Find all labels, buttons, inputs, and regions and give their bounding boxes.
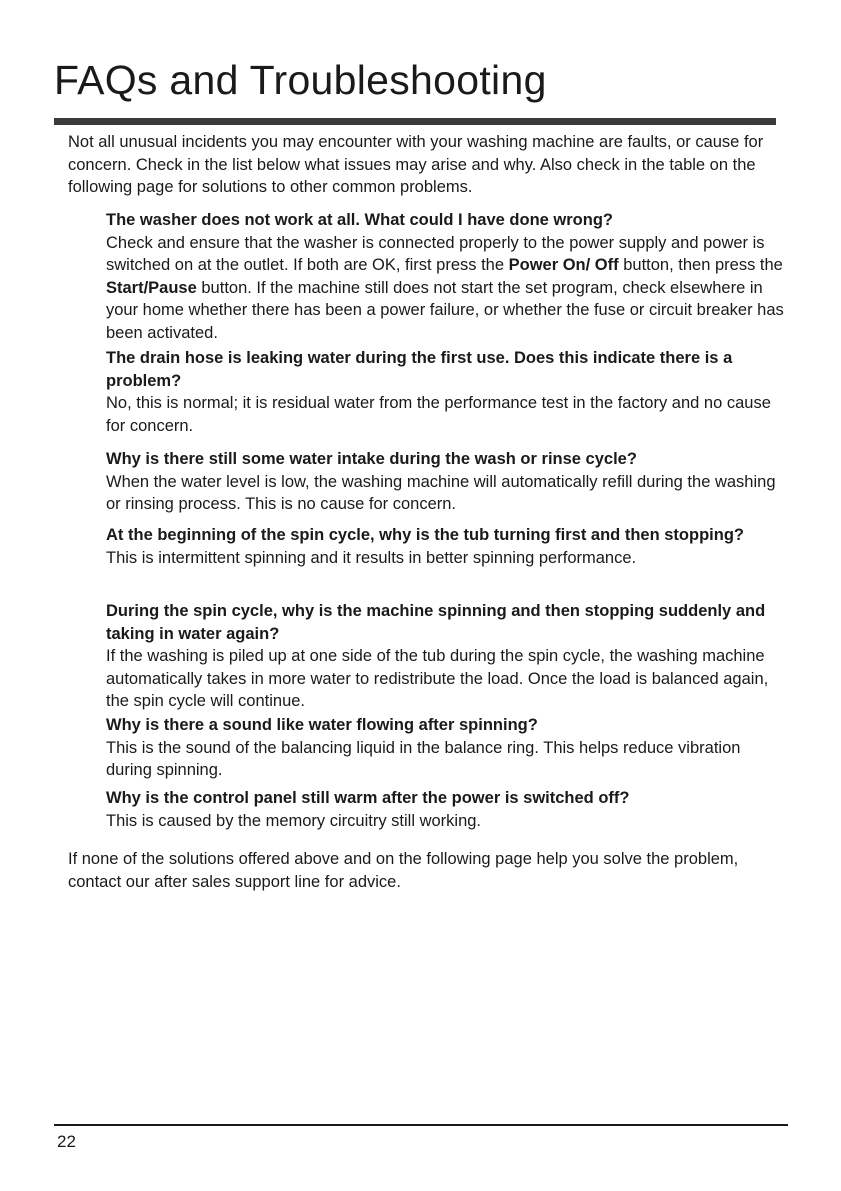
faq-item [106,714,786,782]
faq-question: Why is there still some water intake during the wash or rinse cycle? [106,450,637,468]
answer-text: button, then press the [618,256,783,275]
faq-answer [106,232,786,345]
faq-answer: This is intermittent spinning and it results in better spinning performance. [106,548,637,567]
faq-item [106,600,786,713]
answer-text: button. If the machine still does not start the set program, check elsewhere in your home whether there has been a power failure, or whether the fuse or circuit breaker has been activated. [106,278,784,342]
intro-paragraph: Not all unusual incidents you may encounter with your washing machine are faults, or cause for concern. Check in the list below what issues may arise and why. Also check in the table on the following page for solutions to other common problems. [68,133,764,197]
faq-item [106,209,786,345]
footer-divider [54,1124,788,1126]
page-number: 22 [57,1132,76,1151]
faq-question: The drain hose is leaking water during the first use. Does this indicate there is a problem? [106,349,733,390]
faq-item [106,787,786,832]
faq-item [106,524,786,569]
faq-question: At the beginning of the spin cycle, why is the tub turning first and then stopping? [106,526,744,544]
faq-question: During the spin cycle, why is the machine spinning and then stopping suddenly and taking in water again? [106,602,766,643]
start-pause-button-ref: Start/Pause [106,278,197,297]
faq-question: Why is the control panel still warm after the power is switched off? [106,789,630,807]
answer-text: Check and ensure that the washer is connected properly to the power supply and power is switched on at the outlet. If both are OK, first press the [106,233,765,275]
faq-item [106,347,786,437]
faq-answer: If the washing is piled up at one side of the tub during the spin cycle, the washing machine automatically takes in more water to redistribute the load. Once the load is balanced again, the spin cycle will continue. [106,647,769,711]
power-button-ref: Power On/ Off [508,256,619,275]
faq-answer: This is caused by the memory circuitry still working. [106,811,482,830]
faq-question: The washer does not work at all. What could I have done wrong? [106,211,613,229]
faq-answer: No, this is normal; it is residual water from the performance test in the factory and no cause for concern. [106,394,771,435]
faq-item [106,448,786,516]
page-title: FAQs and Troubleshooting [54,57,547,103]
title-divider [54,118,776,125]
outro-paragraph: If none of the solutions offered above and on the following page help you solve the problem, contact our after sales support line for advice. [68,850,739,891]
faq-answer: When the water level is low, the washing machine will automatically refill during the washing or rinsing process. This is no cause for concern. [106,472,776,514]
faq-question: Why is there a sound like water flowing after spinning? [106,716,538,734]
faq-answer: This is the sound of the balancing liquid in the balance ring. This helps reduce vibration during spinning. [106,738,741,780]
